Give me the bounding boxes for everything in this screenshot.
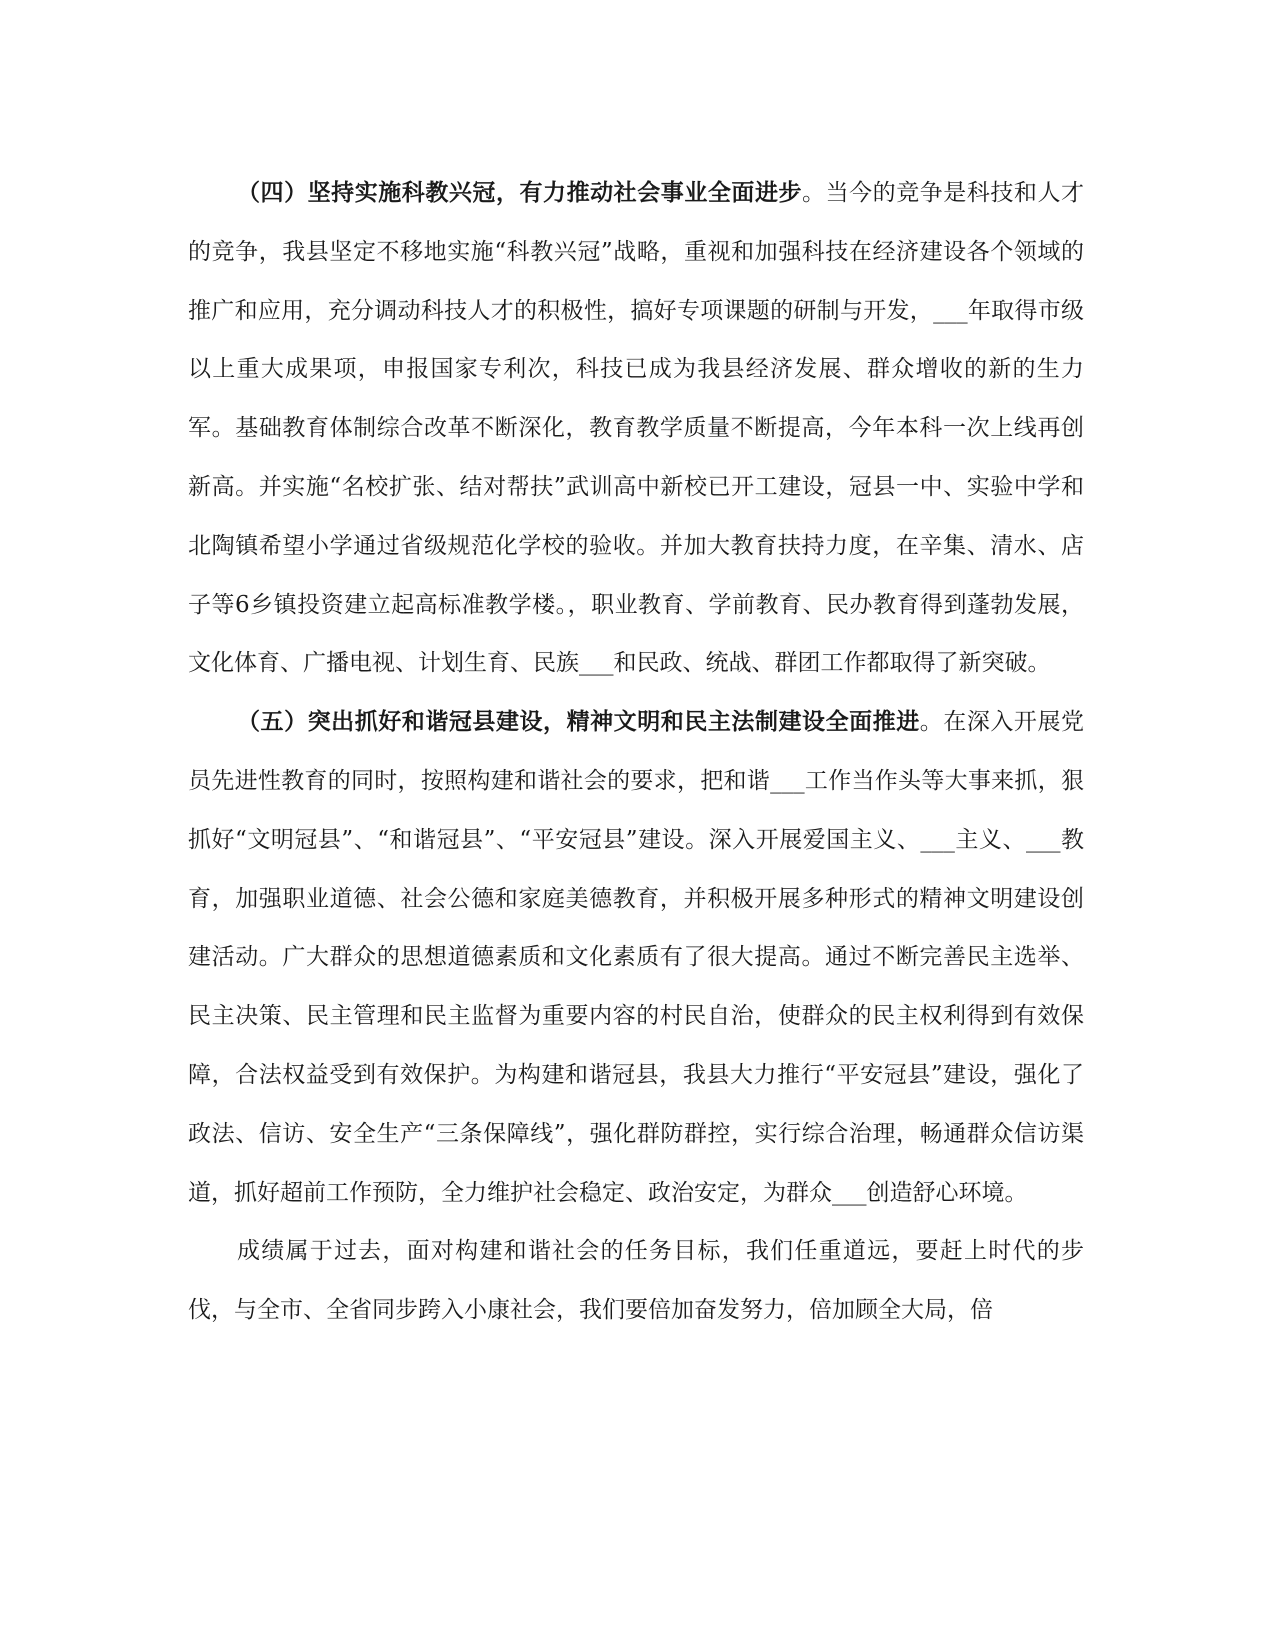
paragraph-heading: （五）突出抓好和谐冠县建设，精神文明和民主法制建设全面推进 <box>237 708 920 736</box>
document-page <box>188 164 1084 1340</box>
paragraph-harmonious-county <box>188 693 1084 1222</box>
paragraph-body: 。当今的竞争是科技和人才的竞争，我县坚定不移地实施“科教兴冠”战略，重视和加强科技在经济建设各个领域的推广和应用，充分调动科技人才的积极性，搞好专项课题的研制与开发，___年取得市级以上重大成果项，申报国家专利次，科技已成为我县经济发展、群众增收的新的生力军。基础教育体制综合改革不断深化，教育教学质量不断提高，今年本科一次上线再创新高。并实施“名校扩张、结对帮扶”武训高中新校已开工建设，冠县一中、实验中学和北陶镇希望小学通过省级规范化学校的验收。并加大教育扶持力度，在辛集、清水、店子等6乡镇投资建立起高标准教学楼。，职业教育、学前教育、民办教育得到蓬勃发展，文化体育、广播电视、计划生育、民族___和民政、统战、群团工作都取得了新突破。 <box>188 180 1085 677</box>
paragraph-heading: （四）坚持实施科教兴冠，有力推动社会事业全面进步 <box>237 179 803 206</box>
paragraph-science-education <box>188 164 1084 693</box>
paragraph-conclusion <box>188 1222 1084 1340</box>
paragraph-body: 。在深入开展党员先进性教育的同时，按照构建和谐社会的要求，把和谐___工作当作头等大事来抓，狠抓好“文明冠县”、“和谐冠县”、“平安冠县”建设。深入开展爱国主义、___主义、___教育，加强职业道德、社会公德和家庭美德教育，并积极开展多种形式的精神文明建设创建活动。广大群众的思想道德素质和文化素质有了很大提高。通过不断完善民主选举、民主决策、民主管理和民主监督为重要内容的村民自治，使群众的民主权利得到有效保障，合法权益受到有效保护。为构建和谐冠县，我县大力推行“平安冠县”建设，强化了政法、信访、安全生产“三条保障线”，强化群防群控，实行综合治理，畅通群众信访渠道，抓好超前工作预防，全力维护社会稳定、政治安定，为群众___创造舒心环境。 <box>188 709 1085 1206</box>
paragraph-body: 成绩属于过去，面对构建和谐社会的任务目标，我们任重道远，要赶上时代的步伐，与全市、全省同步跨入小康社会，我们要倍加奋发努力，倍加顾全大局，倍 <box>188 1238 1084 1324</box>
